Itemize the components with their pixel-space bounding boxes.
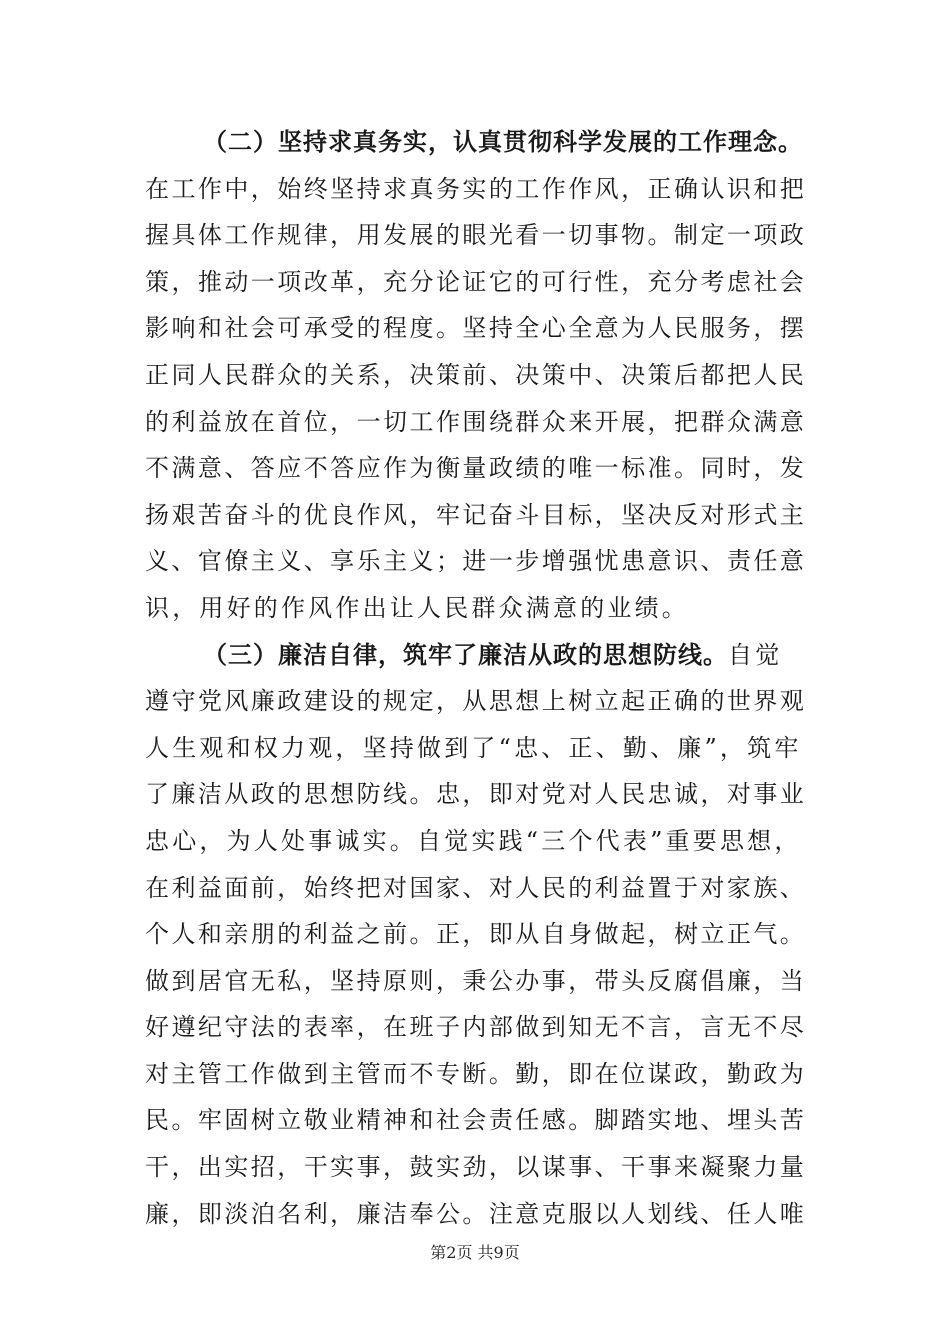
paragraph-line: 人生观和权力观，坚持做到了“忠、正、勤、廉”，筑牢 [145, 733, 802, 762]
paragraph-line: 好遵纪守法的表率，在班子内部做到知无不言，言无不尽 [145, 1013, 807, 1042]
section-heading-3: （三）廉洁自律，筑牢了廉洁从政的思想防线。 [203, 639, 728, 669]
paragraph-line: 不满意、答应不答应作为衡量政绩的唯一标准。同时，发 [145, 454, 807, 483]
paragraph-line: 做到居官无私，坚持原则，秉公办事，带头反腐倡廉，当 [145, 966, 807, 995]
heading-tail-text: 自觉 [728, 640, 783, 669]
paragraph-line: 遵守党风廉政建设的规定，从思想上树立起正确的世界观 [145, 687, 807, 716]
body-text [145, 119, 810, 1237]
paragraph-line: 了廉洁从政的思想防线。忠，即对党对人民忠诚，对事业 [145, 780, 807, 809]
paragraph-line: 对主管工作做到主管而不专断。勤，即在位谋政，勤政为 [145, 1059, 807, 1088]
section-heading-3-line [145, 632, 810, 679]
paragraph-line: 忠心，为人处事诚实。自觉实践“三个代表”重要思想， [145, 826, 802, 855]
page-number-footer: 第2页 共9页 [430, 1243, 520, 1262]
paragraph-line: 廉，即淡泊名利，廉洁奉公。注意克服以人划线、任人唯 [145, 1199, 807, 1228]
paragraph-line: 个人和亲朋的利益之前。正，即从自身做起，树立正气。 [145, 920, 807, 949]
section-heading-2: （二）坚持求真务实，认真贯彻科学发展的工作理念。 [203, 127, 803, 156]
paragraph-line: 握具体工作规律，用发展的眼光看一切事物。制定一项政 [145, 221, 807, 250]
paragraph-line: 干，出实招，干实事，鼓实劲，以谋事、干事来凝聚力量 [145, 1153, 807, 1182]
paragraph-line: 正同人民群众的关系，决策前、决策中、决策后都把人民 [145, 360, 807, 389]
paragraph-line: 扬艰苦奋斗的优良作风，牢记奋斗目标，坚决反对形式主 [145, 500, 807, 529]
paragraph-line: 在工作中，始终坚持求真务实的工作作风，正确认识和把 [145, 174, 807, 203]
paragraph-line: 识，用好的作风作出让人民群众满意的业绩。 [145, 593, 689, 622]
paragraph-line: 民。牢固树立敬业精神和社会责任感。脚踏实地、埋头苦 [145, 1106, 807, 1135]
paragraph-line: 的利益放在首位，一切工作围绕群众来开展，把群众满意 [145, 407, 807, 436]
paragraph-line: 影响和社会可承受的程度。坚持全心全意为人民服务，摆 [145, 314, 807, 343]
paragraph-line: 义、官僚主义、享乐主义；进一步增强忧患意识、责任意 [145, 547, 807, 576]
paragraph-line: 在利益面前，始终把对国家、对人民的利益置于对家族、 [145, 873, 807, 902]
paragraph-line: 策，推动一项改革，充分论证它的可行性，充分考虑社会 [145, 267, 807, 296]
